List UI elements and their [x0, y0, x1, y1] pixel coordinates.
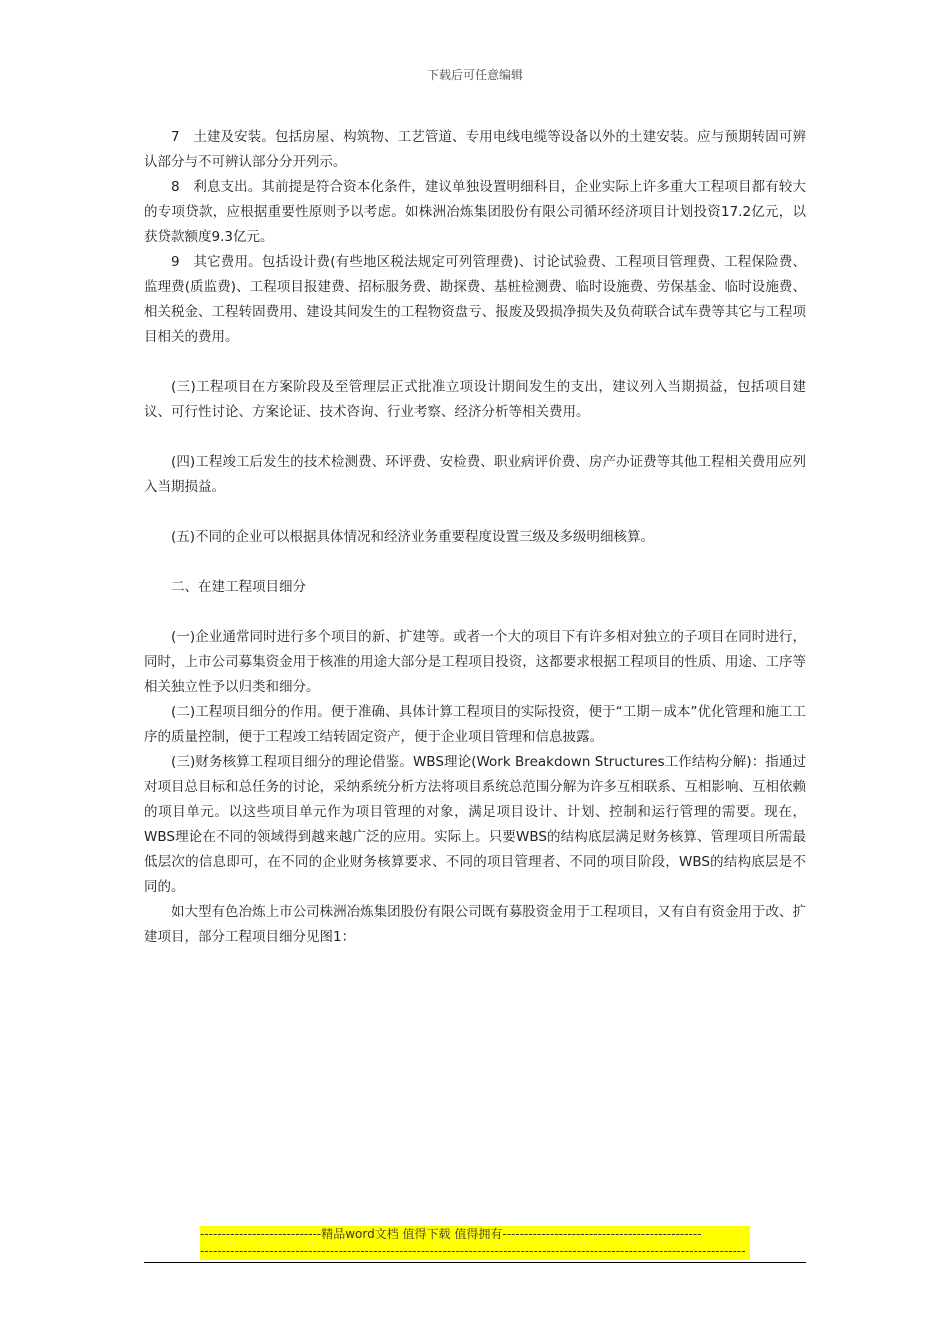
paragraph-item-9: 9 其它费用。包括设计费(有些地区税法规定可列管理费)、讨论试验费、工程项目管理费、工程保险费、监理费(质监费)、工程项目报建费、招标服务费、勘探费、基桩检测费、临时设施费、劳保基金、临时设施费、相关税金、工程转固费用、建设其间发生的工程物资盘亏、报废及毁损净损失及负荷联合试车费等其它与工程项目相关的费用。 [144, 254, 806, 345]
footer-rule [144, 1262, 806, 1263]
footer-banner [200, 1226, 750, 1260]
footer-banner-line-1: ----------------------------精品word文档 值得下载 值得拥有---------------------------------------------- [200, 1227, 702, 1241]
paragraph-item-7: 7 土建及安装。包括房屋、构筑物、工艺管道、专用电线电缆等设备以外的土建安装。应与预期转固可辨认部分与不可辨认部分分开列示。 [144, 129, 806, 170]
paragraph-figure-intro: 如大型有色冶炼上市公司株洲冶炼集团股份有限公司既有募股资金用于工程项目，又有自有资金用于改、扩建项目，部分工程项目细分见图1： [144, 904, 806, 945]
paragraph-subsection-1: (一)企业通常同时进行多个项目的新、扩建等。或者一个大的项目下有许多相对独立的子项目在同时进行，同时，上市公司募集资金用于核准的用途大部分是工程项目投资，这都要求根据工程项目的性质、用途、工序等相关独立性予以归类和细分。 [144, 629, 806, 695]
page-header: 下载后可任意编辑 [426, 68, 523, 82]
document-body [144, 125, 806, 950]
paragraph-section-5: (五)不同的企业可以根据具体情况和经济业务重要程度设置三级及多级明细核算。 [171, 529, 655, 545]
paragraph-section-4: (四)工程竣工后发生的技术检测费、环评费、安检费、职业病评价费、房产办证费等其他工程相关费用应列入当期损益。 [144, 454, 806, 495]
footer-banner-line-2: ------------------------------------------------------------------------------------------------------------------------------ [200, 1244, 746, 1258]
paragraph-section-3: (三)工程项目在方案阶段及至管理层正式批准立项设计期间发生的支出，建议列入当期损益，包括项目建议、可行性讨论、方案论证、技术咨询、行业考察、经济分析等相关费用。 [144, 379, 806, 420]
paragraph-subsection-3: (三)财务核算工程项目细分的理论借鉴。WBS理论(Work Breakdown Structures工作结构分解)：指通过对项目总目标和总任务的讨论，采纳系统分析方法将项目系统总范围分解为许多互相联系、互相影响、互相依赖的项目单元。以这些项目单元作为项目管理的对象，满足项目设计、计划、控制和运行管理的需要。现在，WBS理论在不同的领域得到越来越广泛的应用。实际上。只要WBS的结构底层满足财务核算、管理项目所需最低层次的信息即可，在不同的企业财务核算要求、不同的项目管理者、不同的项目阶段，WBS的结构底层是不同的。 [144, 754, 806, 895]
paragraph-subsection-2: (二)工程项目细分的作用。便于准确、具体计算工程项目的实际投资，便于“工期－成本”优化管理和施工工序的质量控制，便于工程竣工结转固定资产，便于企业项目管理和信息披露。 [144, 704, 806, 745]
paragraph-item-8: 8 利息支出。其前提是符合资本化条件，建议单独设置明细科目，企业实际上许多重大工程项目都有较大的专项贷款，应根据重要性原则予以考虑。如株洲冶炼集团股份有限公司循环经济项目计划投资17.2亿元，以获贷款额度9.3亿元。 [144, 179, 806, 245]
section-heading: 二、在建工程项目细分 [171, 579, 306, 595]
